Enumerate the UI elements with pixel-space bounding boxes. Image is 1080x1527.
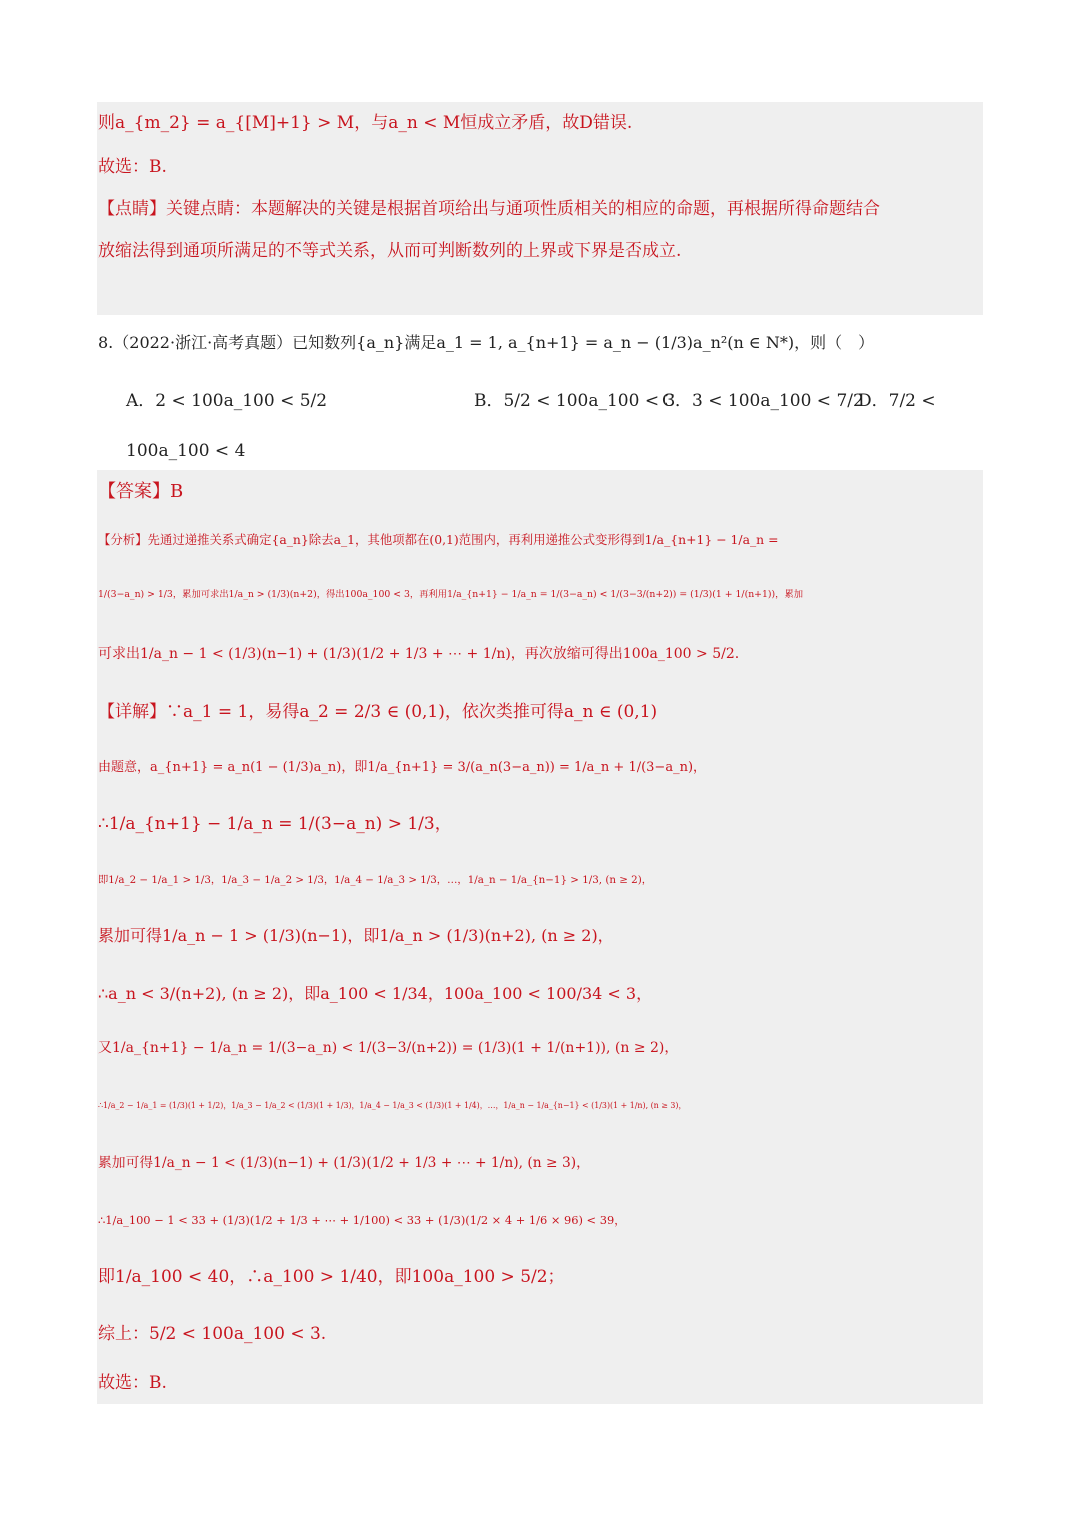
- option-a: A．2 < 100a_100 < 5/2: [126, 391, 328, 411]
- prev-solution-line: 则a_{m_2} = a_{[M]+1} > M，与a_n < M恒成立矛盾，故D错误.: [98, 113, 633, 133]
- prev-solution-line: 放缩法得到通项所满足的不等式关系，从而可判断数列的上界或下界是否成立.: [98, 241, 682, 261]
- answer-line: 【答案】B: [98, 481, 184, 502]
- analysis-line: 1/(3−a_n) > 1/3，累加可求出1/a_n > (1/3)(n+2)，得出100a_100 < 3，再利用1/a_{n+1} − 1/a_n = 1/(3−a_n) < 1/(3−3/(n+2)) = (1/3)(1 + 1/(n+1))，累加: [98, 589, 804, 600]
- detail-line: 即1/a_2 − 1/a_1 > 1/3，1/a_3 − 1/a_2 > 1/3，1/a_4 − 1/a_3 > 1/3，…，1/a_n − 1/a_{n−1} > 1/3, (n ≥ 2)，: [98, 874, 653, 886]
- option-b: B．5/2 < 100a_100 < 3: [474, 391, 676, 411]
- detail-line: ∴a_n < 3/(n+2), (n ≥ 2)，即a_100 < 1/34，100a_100 < 100/34 < 3，: [98, 984, 653, 1003]
- detail-line: 累加可得1/a_n − 1 > (1/3)(n−1)，即1/a_n > (1/3)(n+2), (n ≥ 2)，: [98, 926, 614, 945]
- option-d: D．7/2 <: [858, 391, 936, 411]
- detail-line: 又1/a_{n+1} − 1/a_n = 1/(3−a_n) < 1/(3−3/(n+2)) = (1/3)(1 + 1/(n+1)), (n ≥ 2)，: [98, 1040, 679, 1056]
- analysis-line: 【分析】先通过递推关系式确定{a_n}除去a_1，其他项都在(0,1)范围内，再利用递推公式变形得到1/a_{n+1} − 1/a_n =: [98, 532, 779, 547]
- detail-line: 由题意，a_{n+1} = a_n(1 − (1/3)a_n)，即1/a_{n+1} = 3/(a_n(3−a_n)) = 1/a_n + 1/(3−a_n)，: [98, 760, 707, 775]
- detail-line: 即1/a_100 < 40，∴a_100 > 1/40，即100a_100 > 5/2；: [98, 1267, 565, 1287]
- analysis-line: 可求出1/a_n − 1 < (1/3)(n−1) + (1/3)(1/2 + 1/3 + ⋯ + 1/n)，再次放缩可得出100a_100 > 5/2.: [98, 646, 740, 662]
- question-stem: 8.（2022·浙江·高考真题）已知数列{a_n}满足a_1 = 1, a_{n+1} = a_n − (1/3)a_n²(n ∈ N*)，则（ ）: [98, 333, 875, 352]
- detail-line: ∴1/a_{n+1} − 1/a_n = 1/(3−a_n) > 1/3，: [98, 814, 452, 834]
- detail-line: 【详解】∵a_1 = 1，易得a_2 = 2/3 ∈ (0,1)，依次类推可得a_n ∈ (0,1): [98, 702, 658, 722]
- detail-line: 故选：B.: [98, 1373, 167, 1393]
- prev-solution-line: 【点睛】关键点睛：本题解决的关键是根据首项给出与通项性质相关的相应的命题，再根据所得命题结合: [98, 199, 880, 219]
- detail-line: ∴1/a_2 − 1/a_1 = (1/3)(1 + 1/2)，1/a_3 − 1/a_2 < (1/3)(1 + 1/3)，1/a_4 − 1/a_3 < (1/3)(1 + 1/4)，…，1/a_n − 1/a_{n−1} < (1/3)(1 + 1/n), (n ≥ 3)，: [98, 1101, 687, 1110]
- option-d-continued: 100a_100 < 4: [126, 441, 246, 461]
- detail-line: 综上：5/2 < 100a_100 < 3.: [98, 1324, 327, 1344]
- detail-line: ∴1/a_100 − 1 < 33 + (1/3)(1/2 + 1/3 + ⋯ + 1/100) < 33 + (1/3)(1/2 × 4 + 1/6 × 96) < 39，: [98, 1213, 626, 1227]
- prev-solution-line: 故选：B.: [98, 157, 167, 177]
- option-c: C．3 < 100a_100 < 7/2: [662, 391, 864, 411]
- detail-line: 累加可得1/a_n − 1 < (1/3)(n−1) + (1/3)(1/2 + 1/3 + ⋯ + 1/n), (n ≥ 3)，: [98, 1155, 590, 1171]
